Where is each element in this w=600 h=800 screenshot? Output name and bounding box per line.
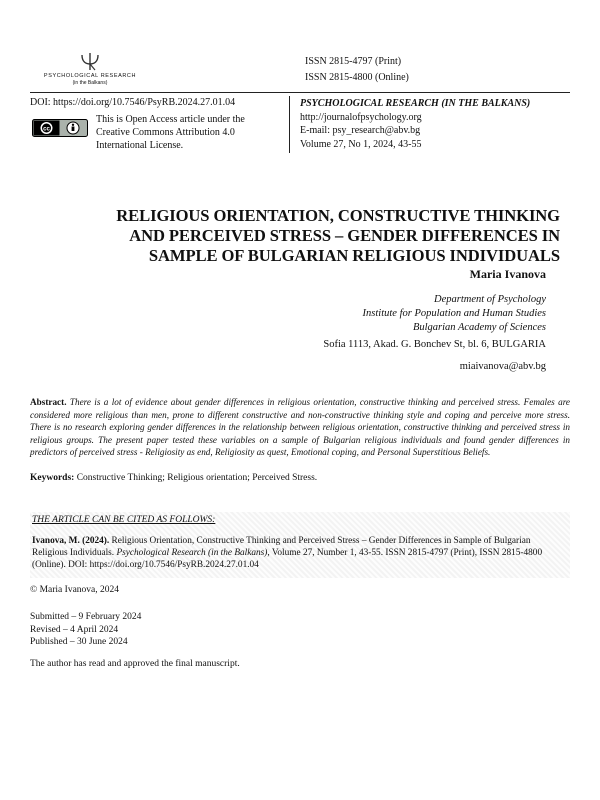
- journal-email[interactable]: E-mail: psy_research@abv.bg: [300, 125, 421, 136]
- date-revised: Revised – 4 April 2024: [30, 624, 119, 635]
- author-affiliation: Department of Psychology Institute for Population and Human Studies Bulgarian Academy of Sciences: [362, 294, 546, 333]
- author-statement: The author has read and approved the final manuscript.: [30, 659, 240, 669]
- psi-logo-icon: [78, 52, 102, 72]
- keywords-text: Constructive Thinking; Religious orientation; Perceived Stress.: [76, 473, 318, 483]
- copyright: © Maria Ivanova, 2024: [30, 585, 119, 595]
- license-text: This is Open Access article under the Creative Commons Attribution 4.0 International License.: [96, 114, 245, 151]
- publication-dates: [30, 611, 141, 649]
- header-divider: [30, 92, 570, 93]
- doi-link[interactable]: DOI: https://doi.org/10.7546/PsyRB.2024.27.01.04: [30, 97, 236, 108]
- keywords-label: Keywords:: [30, 473, 75, 483]
- abstract-label: Abstract.: [30, 397, 67, 407]
- date-submitted: Submitted – 9 February 2024: [30, 612, 142, 622]
- logo-subtitle: (in the Balkans): [72, 80, 108, 86]
- issn-online: ISSN 2815-4800 (Online): [305, 72, 409, 83]
- journal-volume: Volume 27, No 1, 2024, 43-55: [300, 138, 422, 150]
- date-published: Published – 30 June 2024: [30, 637, 128, 647]
- citation-heading: THE ARTICLE CAN BE CITED AS FOLLOWS:: [32, 515, 216, 525]
- header-vertical-divider: [289, 96, 290, 153]
- citation-text: Ivanova, M. (2024). Religious Orientation, Constructive Thinking and Perceived Stress – Gender Differences in Sample of Bulgarian Religious Individuals. Psychological Research (in the Balkans), Volume 27, Number 1, 43-55. ISSN 2815-4797 (Print), ISSN 2815-4800 (Online). DOI: https://doi.org/10.7546/PsyRB.2024.27.01.04: [32, 536, 543, 570]
- issn-block: [305, 54, 409, 86]
- journal-logo: [30, 52, 150, 86]
- issn-print: ISSN 2815-4797 (Print): [305, 56, 402, 67]
- author-name: Maria Ivanova: [469, 267, 546, 281]
- abstract-text: There is a lot of evidence about gender differences in religious orientation, constructive thinking and perceived stress. Females are considered more religious than men, prone to different constructive and non-constructive thinking style and coping and perceive more stress. There is no research exploring gender differences in the relationship between religious orientation, constructive thinking and perceived stress in religious groups. The present paper tested these variables on a sample of Bulgarian religious individuals and found gender differences in predictors of perceived stress - Religiosity as end, Religiosity as quest, Emotional coping, and Personal Superstitious Beliefs.: [30, 397, 571, 457]
- abstract: [30, 396, 570, 459]
- logo-name: PSYCHOLOGICAL RESEARCH: [43, 73, 137, 79]
- journal-name: PSYCHOLOGICAL RESEARCH (IN THE BALKANS): [300, 98, 531, 109]
- author-address: Sofia 1113, Akad. G. Bonchev St, bl. 6, BULGARIA: [323, 339, 546, 350]
- svg-text:cc: cc: [43, 126, 50, 133]
- cc-by-icon[interactable]: [32, 119, 88, 137]
- author-email[interactable]: miaivanova@abv.bg: [459, 361, 546, 372]
- article-title: RELIGIOUS ORIENTATION, CONSTRUCTIVE THINKING AND PERCEIVED STRESS – GENDER DIFFERENCES IN SAMPLE OF BULGARIAN RELIGIOUS INDIVIDUALS: [116, 206, 560, 265]
- journal-info: [300, 97, 530, 151]
- journal-url[interactable]: http://journalofpsychology.org: [300, 111, 422, 123]
- keywords: [30, 473, 317, 483]
